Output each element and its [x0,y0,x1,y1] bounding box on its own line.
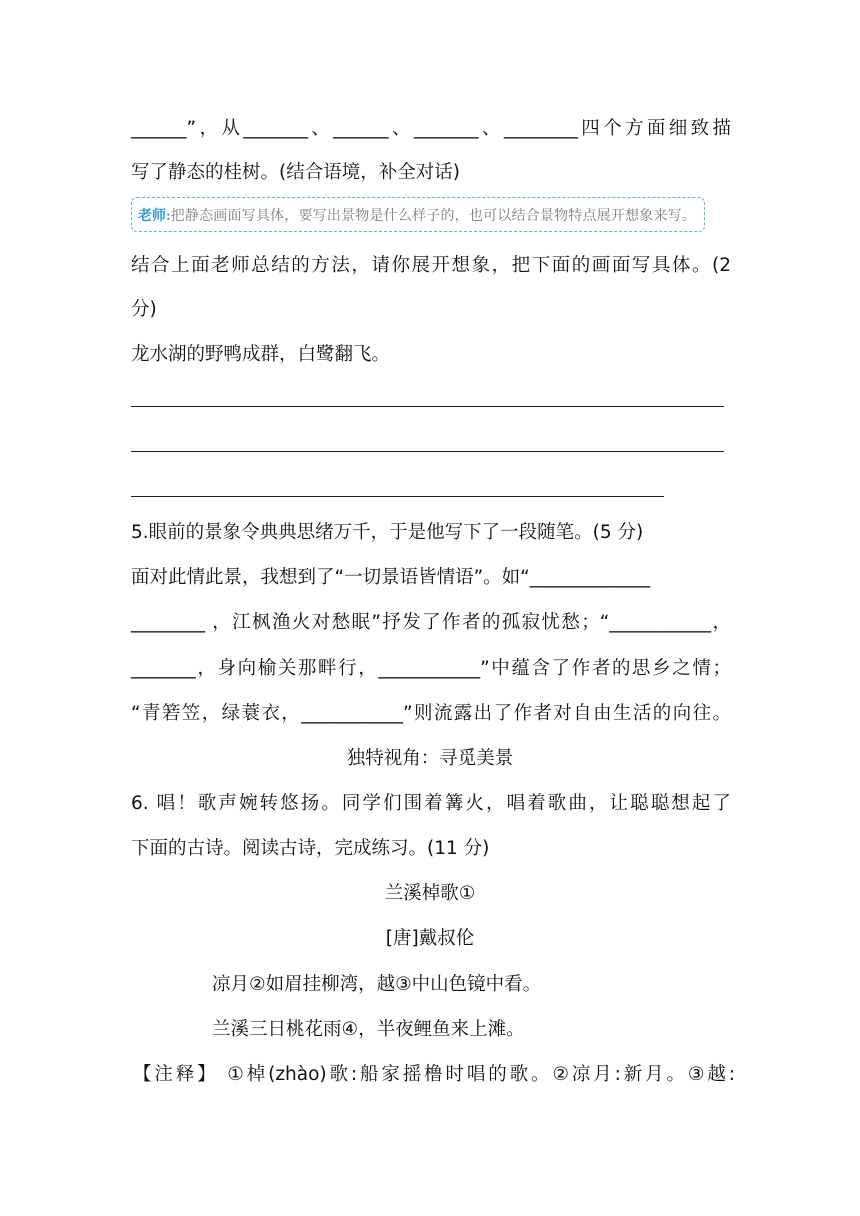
poem-verse-2: 兰溪三日桃花雨④，半夜鲤鱼来上滩。 [212,1019,525,1040]
teacher-tip-text: 把静态画面写具体，要写出景物是什么样子的，也可以结合景物特点展开想象来写。 [170,208,697,224]
teacher-label: 老师: [138,208,171,224]
poem-verse-1: 凉月②如眉挂柳湾，越③中山色镜中看。 [212,974,542,995]
q6-line-1: 6. 唱！歌声婉转悠扬。同学们围着篝火，唱着歌曲，让聪聪想起了 [131,793,731,814]
q4-scene-prompt: 龙水湖的野鸭成群，白鹭翻飞。 [131,344,391,365]
q5-line-3: _______，身向榆关那畔行，___________”中蕴含了作者的思乡之情； [131,658,731,679]
answer-line-1[interactable] [131,406,724,407]
q4-question-line: 写了静态的桂树。(结合语境，补全对话) [131,162,460,183]
poem-title: 兰溪棹歌① [384,883,476,904]
teacher-tip-box [131,197,705,232]
q4-instruction-line-1: 结合上面老师总结的方法，请你展开想象，把下面的画面写具体。(2 [131,255,731,276]
answer-line-3[interactable] [131,496,664,497]
q5-title: 5.眼前的景象令典典思绪万千，于是他写下了一段随笔。(5 分) [131,522,644,543]
answer-line-2[interactable] [131,451,724,452]
section-heading: 独特视角：寻觅美景 [346,748,514,769]
q6-line-2: 下面的古诗。阅读古诗，完成练习。(11 分) [131,838,490,859]
poem-notes: 【注释】 ①棹(zhào)歌:船家摇橹时唱的歌。②凉月:新月。③越: [133,1064,735,1085]
q5-line-1: 面对此情此景，我想到了“一切景语皆情语”。如“_____________ [131,567,651,588]
q4-instruction-line-2: 分) [131,299,157,320]
poem-author: [唐]戴叔伦 [385,928,475,949]
q5-line-2: ________ ，江枫渔火对愁眠”抒发了作者的孤寂忧愁；“___________， [131,612,731,633]
q4-answer-blanks-line: ______”，从_______、______、_______、________四个方面细致描 [131,118,731,139]
q5-line-4: “青箬笠，绿蓑衣，___________”则流露出了作者对自由生活的向往。 [131,703,731,724]
